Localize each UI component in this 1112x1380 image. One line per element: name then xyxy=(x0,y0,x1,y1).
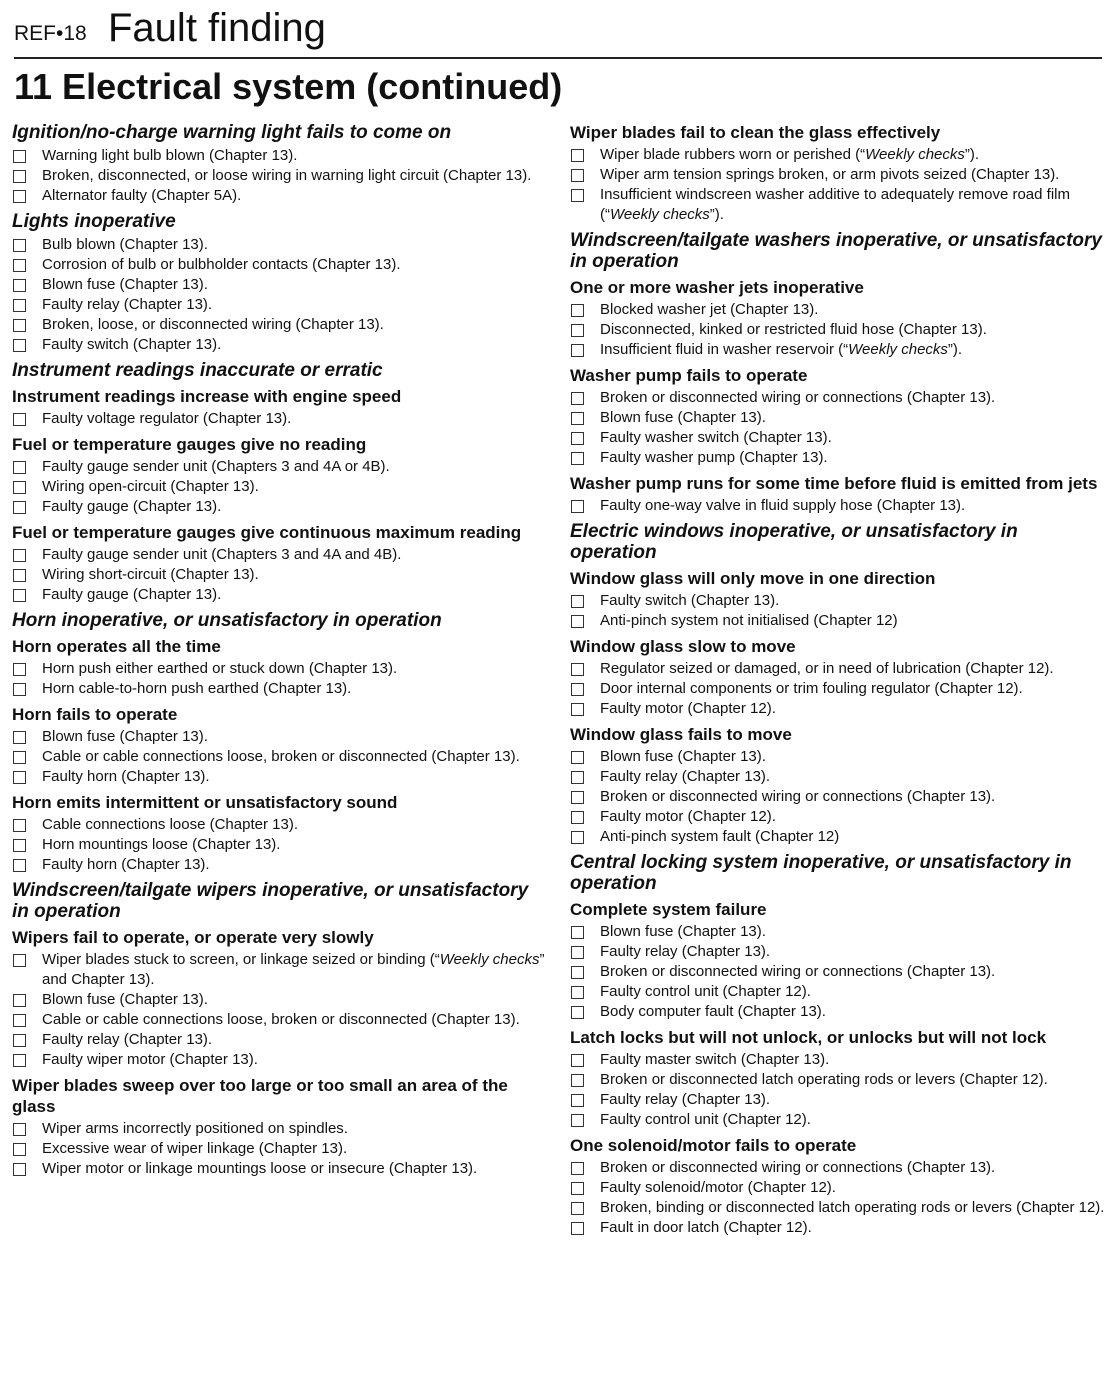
item-text: Faulty motor (Chapter 12). xyxy=(600,700,776,717)
checkbox-icon xyxy=(13,259,26,272)
checklist-item xyxy=(12,477,547,497)
checklist-item xyxy=(12,1030,547,1050)
checklist-item xyxy=(12,767,547,787)
left-column xyxy=(12,117,547,1179)
item-text: Wiper arm tension springs broken, or arm pivots seized (Chapter 13). xyxy=(600,166,1060,183)
checklist-item xyxy=(12,1050,547,1070)
checkbox-icon xyxy=(13,1014,26,1027)
page-title: Fault finding xyxy=(108,6,326,50)
checkbox-icon xyxy=(13,819,26,832)
item-text: Faulty gauge (Chapter 13). xyxy=(42,498,222,515)
checkbox-icon xyxy=(13,589,26,602)
symptom-heading: Complete system failure xyxy=(570,900,767,919)
checklist-item xyxy=(570,767,1105,787)
symptom-heading: Window glass fails to move xyxy=(570,725,792,744)
item-text: Cable connections loose (Chapter 13). xyxy=(42,816,298,833)
item-text: Faulty relay (Chapter 13). xyxy=(600,943,771,960)
checkbox-icon xyxy=(571,452,584,465)
item-text: Alternator faulty (Chapter 5A). xyxy=(42,187,242,204)
item-text: Faulty wiper motor (Chapter 13). xyxy=(42,1051,258,1068)
item-text: Insufficient fluid in washer reservoir (“ xyxy=(600,341,849,358)
symptom-heading: Washer pump fails to operate xyxy=(570,366,808,385)
checklist-item xyxy=(570,591,1105,611)
item-text: Wiring open-circuit (Chapter 13). xyxy=(42,478,259,495)
checklist-item xyxy=(12,747,547,767)
checkbox-icon xyxy=(571,946,584,959)
checkbox-icon xyxy=(13,994,26,1007)
checklist-item xyxy=(570,428,1105,448)
checkbox-icon xyxy=(13,549,26,562)
checklist-item xyxy=(12,497,547,517)
checklist-item xyxy=(570,185,1105,225)
item-text: Blown fuse (Chapter 13). xyxy=(42,728,208,745)
checklist-item xyxy=(570,659,1105,679)
item-text: Faulty gauge sender unit (Chapters 3 and 4A or 4B). xyxy=(42,458,390,475)
item-text: Blown fuse (Chapter 13). xyxy=(42,991,208,1008)
checkbox-icon xyxy=(13,461,26,474)
symptom-heading: One solenoid/motor fails to operate xyxy=(570,1136,857,1155)
item-text: Faulty control unit (Chapter 12). xyxy=(600,983,811,1000)
checklist-item xyxy=(570,787,1105,807)
item-text-after: ”). xyxy=(947,341,963,358)
checkbox-icon xyxy=(571,791,584,804)
item-text: Blocked washer jet (Chapter 13). xyxy=(600,301,819,318)
checklist-item xyxy=(12,855,547,875)
page-header xyxy=(14,4,1100,54)
checkbox-icon xyxy=(571,304,584,317)
item-emphasis: Weekly checks xyxy=(610,206,710,223)
item-text: Wiper arms incorrectly positioned on spindles. xyxy=(42,1120,348,1137)
checklist-item xyxy=(570,388,1105,408)
checkbox-icon xyxy=(571,751,584,764)
checkbox-icon xyxy=(13,569,26,582)
subsection-heading: Ignition/no-charge warning light fails to come on xyxy=(12,122,452,143)
checkbox-icon xyxy=(13,954,26,967)
checkbox-icon xyxy=(13,481,26,494)
checkbox-icon xyxy=(13,1143,26,1156)
checklist-item xyxy=(12,1139,547,1159)
checkbox-icon xyxy=(13,859,26,872)
item-text: Faulty one-way valve in fluid supply hose (Chapter 13). xyxy=(600,497,966,514)
item-text: Blown fuse (Chapter 13). xyxy=(600,923,766,940)
checkbox-icon xyxy=(13,413,26,426)
checklist-item xyxy=(12,679,547,699)
item-text: Fault in door latch (Chapter 12). xyxy=(600,1219,812,1236)
symptom-heading: Wiper blades fail to clean the glass effectively xyxy=(570,123,941,142)
symptom-heading: Horn emits intermittent or unsatisfactory sound xyxy=(12,793,398,812)
header-rule xyxy=(14,57,1102,59)
checkbox-icon xyxy=(13,683,26,696)
checkbox-icon xyxy=(571,831,584,844)
item-text: Bulb blown (Chapter 13). xyxy=(42,236,208,253)
item-emphasis: Weekly checks xyxy=(865,146,965,163)
subsection-heading: Lights inoperative xyxy=(12,211,176,232)
item-text: Faulty master switch (Chapter 13). xyxy=(600,1051,830,1068)
checkbox-icon xyxy=(13,1163,26,1176)
checkbox-icon xyxy=(13,299,26,312)
checkbox-icon xyxy=(13,239,26,252)
checkbox-icon xyxy=(571,1006,584,1019)
checklist-item xyxy=(570,827,1105,847)
item-text: Broken or disconnected wiring or connections (Chapter 13). xyxy=(600,963,996,980)
checklist-item xyxy=(570,807,1105,827)
item-text: Broken or disconnected wiring or connections (Chapter 13). xyxy=(600,389,996,406)
subsection-heading: Electric windows inoperative, or unsatisfactory in operation xyxy=(570,521,1018,563)
item-text: Insufficient windscreen washer additive to adequately remove road film (“ xyxy=(600,186,1070,223)
checkbox-icon xyxy=(571,683,584,696)
checkbox-icon xyxy=(571,771,584,784)
checklist-item xyxy=(570,1158,1105,1178)
checkbox-icon xyxy=(13,170,26,183)
checkbox-icon xyxy=(13,1123,26,1136)
checkbox-icon xyxy=(13,663,26,676)
symptom-heading: Window glass will only move in one direction xyxy=(570,569,936,588)
checklist-item xyxy=(570,1178,1105,1198)
checklist-item xyxy=(12,727,547,747)
checkbox-icon xyxy=(571,344,584,357)
item-text: Faulty switch (Chapter 13). xyxy=(600,592,780,609)
checklist-item xyxy=(570,300,1105,320)
checklist-item xyxy=(570,1002,1105,1022)
item-text: Cable or cable connections loose, broken or disconnected (Chapter 13). xyxy=(42,1011,520,1028)
item-emphasis: Weekly checks xyxy=(848,341,948,358)
item-text: Blown fuse (Chapter 13). xyxy=(600,748,766,765)
subsection-heading: Windscreen/tailgate wipers inoperative, or unsatisfactory in operation xyxy=(12,880,529,922)
item-text: Door internal components or trim fouling regulator (Chapter 12). xyxy=(600,680,1023,697)
checklist-item xyxy=(12,457,547,477)
checkbox-icon xyxy=(571,703,584,716)
symptom-heading: Washer pump runs for some time before fluid is emitted from jets xyxy=(570,474,1098,493)
checkbox-icon xyxy=(13,751,26,764)
subsection-heading: Windscreen/tailgate washers inoperative, or unsatisfactory in operation xyxy=(570,230,1102,272)
item-text: Wiper motor or linkage mountings loose or insecure (Chapter 13). xyxy=(42,1160,478,1177)
checkbox-icon xyxy=(571,189,584,202)
checkbox-icon xyxy=(13,839,26,852)
item-text: Horn cable-to-horn push earthed (Chapter 13). xyxy=(42,680,352,697)
item-text: Faulty relay (Chapter 13). xyxy=(600,768,771,785)
checklist-item xyxy=(570,982,1105,1002)
item-text: Regulator seized or damaged, or in need of lubrication (Chapter 12). xyxy=(600,660,1054,677)
checklist-item xyxy=(12,1010,547,1030)
item-text: Horn push either earthed or stuck down (Chapter 13). xyxy=(42,660,398,677)
checkbox-icon xyxy=(571,595,584,608)
item-text: Faulty control unit (Chapter 12). xyxy=(600,1111,811,1128)
item-text: Faulty gauge sender unit (Chapters 3 and 4A and 4B). xyxy=(42,546,402,563)
checklist-item xyxy=(570,922,1105,942)
item-text: Faulty motor (Chapter 12). xyxy=(600,808,776,825)
item-text: Excessive wear of wiper linkage (Chapter 13). xyxy=(42,1140,348,1157)
checklist-item xyxy=(12,255,547,275)
checkbox-icon xyxy=(13,190,26,203)
checkbox-icon xyxy=(571,432,584,445)
checklist-item xyxy=(12,585,547,605)
checkbox-icon xyxy=(571,1054,584,1067)
checklist-item xyxy=(12,186,547,206)
checkbox-icon xyxy=(571,1222,584,1235)
checklist-item xyxy=(12,275,547,295)
checklist-item xyxy=(12,146,547,166)
checklist-item xyxy=(570,962,1105,982)
symptom-heading: Horn operates all the time xyxy=(12,637,221,656)
symptom-heading: Latch locks but will not unlock, or unlocks but will not lock xyxy=(570,1028,1047,1047)
symptom-heading: Wipers fail to operate, or operate very slowly xyxy=(12,928,374,947)
item-text: Faulty relay (Chapter 13). xyxy=(42,1031,213,1048)
checklist-item xyxy=(570,448,1105,468)
symptom-heading: Window glass slow to move xyxy=(570,637,796,656)
item-text: Anti-pinch system fault (Chapter 12) xyxy=(600,828,840,845)
symptom-heading: One or more washer jets inoperative xyxy=(570,278,864,297)
checkbox-icon xyxy=(13,501,26,514)
checklist-item xyxy=(12,815,547,835)
item-text: Wiper blades stuck to screen, or linkage seized or binding (“ xyxy=(42,951,440,968)
checklist-item xyxy=(570,942,1105,962)
symptom-heading: Fuel or temperature gauges give no reading xyxy=(12,435,367,454)
checklist-item xyxy=(12,166,547,186)
item-text: Faulty washer switch (Chapter 13). xyxy=(600,429,832,446)
item-text: Cable or cable connections loose, broken or disconnected (Chapter 13). xyxy=(42,748,520,765)
checkbox-icon xyxy=(13,339,26,352)
subsection-heading: Horn inoperative, or unsatisfactory in operation xyxy=(12,610,442,631)
checkbox-icon xyxy=(571,324,584,337)
checklist-item xyxy=(570,679,1105,699)
checklist-item xyxy=(570,1050,1105,1070)
item-text: Wiring short-circuit (Chapter 13). xyxy=(42,566,259,583)
item-text: Warning light bulb blown (Chapter 13). xyxy=(42,147,298,164)
checkbox-icon xyxy=(571,169,584,182)
item-text: Faulty washer pump (Chapter 13). xyxy=(600,449,828,466)
checklist-item xyxy=(570,1090,1105,1110)
checklist-item xyxy=(12,990,547,1010)
checkbox-icon xyxy=(13,319,26,332)
checkbox-icon xyxy=(571,1182,584,1195)
checkbox-icon xyxy=(571,663,584,676)
item-text: Faulty switch (Chapter 13). xyxy=(42,336,222,353)
item-text: Corrosion of bulb or bulbholder contacts (Chapter 13). xyxy=(42,256,401,273)
checklist-item xyxy=(570,165,1105,185)
checklist-item xyxy=(570,496,1105,516)
item-text: Faulty relay (Chapter 13). xyxy=(42,296,213,313)
checklist-item xyxy=(570,1070,1105,1090)
checklist-item xyxy=(12,235,547,255)
item-text: Broken or disconnected wiring or connections (Chapter 13). xyxy=(600,788,996,805)
item-text-after: ”). xyxy=(964,146,980,163)
checklist-item xyxy=(570,320,1105,340)
checkbox-icon xyxy=(13,1054,26,1067)
checkbox-icon xyxy=(571,1114,584,1127)
checklist-item xyxy=(570,611,1105,631)
right-column xyxy=(570,117,1105,1238)
checkbox-icon xyxy=(571,1202,584,1215)
item-text: Body computer fault (Chapter 13). xyxy=(600,1003,826,1020)
item-text: Faulty relay (Chapter 13). xyxy=(600,1091,771,1108)
checklist-item xyxy=(12,315,547,335)
checklist-item xyxy=(12,1159,547,1179)
checkbox-icon xyxy=(13,150,26,163)
item-text: Broken, disconnected, or loose wiring in warning light circuit (Chapter 13). xyxy=(42,167,532,184)
symptom-heading: Fuel or temperature gauges give continuous maximum reading xyxy=(12,523,522,542)
checkbox-icon xyxy=(571,1074,584,1087)
checkbox-icon xyxy=(571,615,584,628)
item-text: Blown fuse (Chapter 13). xyxy=(42,276,208,293)
symptom-heading: Instrument readings increase with engine speed xyxy=(12,387,402,406)
item-text: Broken or disconnected latch operating rods or levers (Chapter 12). xyxy=(600,1071,1048,1088)
checklist-item xyxy=(570,340,1105,360)
symptom-heading: Horn fails to operate xyxy=(12,705,178,724)
checklist-item xyxy=(570,1110,1105,1130)
item-text: Horn mountings loose (Chapter 13). xyxy=(42,836,281,853)
symptom-heading: Wiper blades sweep over too large or too small an area of the glass xyxy=(12,1076,508,1116)
item-text: Blown fuse (Chapter 13). xyxy=(600,409,766,426)
checklist-item xyxy=(570,145,1105,165)
checkbox-icon xyxy=(571,811,584,824)
page-reference: REF•18 xyxy=(14,22,87,45)
checkbox-icon xyxy=(13,771,26,784)
checkbox-icon xyxy=(13,279,26,292)
checkbox-icon xyxy=(571,412,584,425)
subsection-heading: Central locking system inoperative, or unsatisfactory in operation xyxy=(570,852,1072,894)
checklist-item xyxy=(12,565,547,585)
checkbox-icon xyxy=(13,731,26,744)
checklist-item xyxy=(12,545,547,565)
checklist-item xyxy=(12,295,547,315)
checklist-item xyxy=(570,1218,1105,1238)
checkbox-icon xyxy=(571,1094,584,1107)
item-text: Disconnected, kinked or restricted fluid hose (Chapter 13). xyxy=(600,321,987,338)
item-text: Faulty voltage regulator (Chapter 13). xyxy=(42,410,292,427)
item-text-after: ” and Chapter 13). xyxy=(42,951,545,988)
checklist-item xyxy=(12,409,547,429)
section-title: 11 Electrical system (continued) xyxy=(14,66,563,107)
checklist-item xyxy=(570,1198,1105,1218)
item-text: Broken or disconnected wiring or connections (Chapter 13). xyxy=(600,1159,996,1176)
item-text: Faulty gauge (Chapter 13). xyxy=(42,586,222,603)
checklist-item xyxy=(12,335,547,355)
item-text: Wiper blade rubbers worn or perished (“ xyxy=(600,146,866,163)
item-text: Anti-pinch system not initialised (Chapter 12) xyxy=(600,612,898,629)
checklist-item xyxy=(570,747,1105,767)
item-text-after: ”). xyxy=(709,206,724,223)
item-text: Broken, loose, or disconnected wiring (Chapter 13). xyxy=(42,316,384,333)
checkbox-icon xyxy=(571,926,584,939)
checkbox-icon xyxy=(571,500,584,513)
item-text: Faulty solenoid/motor (Chapter 12). xyxy=(600,1179,836,1196)
checklist-item xyxy=(12,1119,547,1139)
subsection-heading: Instrument readings inaccurate or erratic xyxy=(12,360,383,381)
checklist-item xyxy=(12,835,547,855)
item-text: Faulty horn (Chapter 13). xyxy=(42,856,210,873)
checklist-item xyxy=(570,408,1105,428)
item-text: Broken, binding or disconnected latch operating rods or levers (Chapter 12). xyxy=(600,1199,1105,1216)
checkbox-icon xyxy=(571,966,584,979)
checkbox-icon xyxy=(571,392,584,405)
checklist-item xyxy=(570,699,1105,719)
checkbox-icon xyxy=(571,1162,584,1175)
checkbox-icon xyxy=(571,986,584,999)
checkbox-icon xyxy=(13,1034,26,1047)
item-emphasis: Weekly checks xyxy=(439,951,540,968)
checklist-item xyxy=(12,659,547,679)
item-text: Faulty horn (Chapter 13). xyxy=(42,768,210,785)
checkbox-icon xyxy=(571,149,584,162)
checklist-item xyxy=(12,950,547,990)
